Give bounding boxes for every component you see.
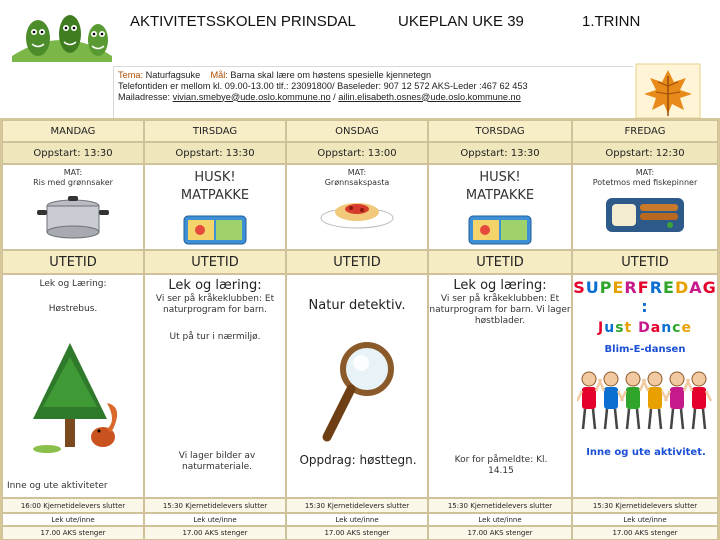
activity-topic: Høstrebus. — [48, 304, 98, 314]
mail-separator: / — [333, 91, 336, 102]
autumn-leaf-image — [634, 62, 702, 120]
play-time-friday: Lek ute/inne — [572, 513, 718, 526]
outdoor-time-monday: UTETID — [2, 250, 144, 274]
day-header-monday: MANDAG — [2, 120, 144, 142]
mail-link-ailin[interactable]: ailin.elisabeth.osnes@ude.oslo.kommune.no — [338, 91, 521, 102]
closing-time-friday: 17.00 AKS stenger — [572, 526, 718, 540]
activity-heading: Lek og læring: — [168, 278, 262, 293]
lunchbox-image — [465, 208, 535, 248]
closing-time-monday: 17.00 AKS stenger — [2, 526, 144, 540]
food-cell-friday — [572, 164, 718, 250]
food-label: MAT: — [347, 168, 367, 177]
activity-cell-wednesday — [286, 274, 428, 498]
goal-value: Barna skal lære om høstens spesielle kjennetegn — [230, 70, 432, 80]
outdoor-time-friday: UTETID — [572, 250, 718, 274]
food-cell-monday — [2, 164, 144, 250]
food-dish: Grønnsakspasta — [324, 178, 390, 187]
mail-line — [118, 92, 629, 103]
food-label: MAT: — [63, 168, 83, 177]
activity-heading: Lek og Læring: — [39, 279, 107, 289]
mail-link-vivian[interactable]: vivian.smebye@ude.oslo.kommune.no — [172, 91, 331, 102]
mail-label: Mailadresse: — [118, 91, 171, 102]
day-header-friday: FREDAG — [572, 120, 718, 142]
day-header-thursday: TORSDAG — [428, 120, 572, 142]
magnifying-glass-image — [319, 337, 399, 447]
cooking-pot-image — [33, 192, 113, 242]
end-time-monday: 16:00 Kjernetidelevers slutter — [2, 498, 144, 513]
closing-time-thursday: 17.00 AKS stenger — [428, 526, 572, 540]
food-dish: Ris med grønnsaker — [33, 178, 113, 187]
closing-time-tuesday: 17.00 AKS stenger — [144, 526, 286, 540]
start-time-tuesday: Oppstart: 13:30 — [144, 142, 286, 164]
goal-label: Mål: — [210, 70, 228, 80]
pasta-plate-image — [317, 192, 397, 232]
info-box — [113, 66, 633, 118]
theme-line — [118, 70, 629, 81]
grade-title: 1.TRINN — [582, 13, 641, 30]
day-header-tuesday: TIRSDAG — [144, 120, 286, 142]
fish-fingers-plate-image — [600, 192, 690, 236]
theme-label: Tema: — [118, 70, 144, 80]
week-schedule-grid — [0, 118, 720, 540]
activity-bottom: Inne og ute aktivitet. — [586, 447, 706, 458]
outdoor-time-thursday: UTETID — [428, 250, 572, 274]
end-time-wednesday: 15:30 Kjernetidelevers slutter — [286, 498, 428, 513]
activity-cell-thursday — [428, 274, 572, 498]
activity-bottom: Kor for påmeldte: Kl. 14.15 — [454, 455, 548, 476]
food-label: MAT: — [635, 168, 655, 177]
outdoor-time-tuesday: UTETID — [144, 250, 286, 274]
play-time-thursday: Lek ute/inne — [428, 513, 572, 526]
week-title: UKEPLAN UKE 39 — [398, 13, 524, 30]
theme-value: Naturfagsuke — [145, 70, 201, 80]
dancing-kids-image — [577, 365, 715, 435]
play-time-wednesday: Lek ute/inne — [286, 513, 428, 526]
activity-heading: Lek og læring: — [453, 278, 547, 293]
end-time-thursday: 15:30 Kjernetidelevers slutter — [428, 498, 572, 513]
just-dance-title: Just Dance — [598, 320, 692, 336]
food-dish: Potetmos med fiskepinner — [592, 178, 698, 187]
outdoor-time-wednesday: UTETID — [286, 250, 428, 274]
activity-topic: Natur detektiv. — [308, 298, 406, 313]
day-header-wednesday: ONSDAG — [286, 120, 428, 142]
lunchbox-image — [180, 208, 250, 248]
activity-description: Vi ser på kråkeklubben: Et naturprogram for barn. Vi lager høstblader. — [429, 294, 571, 326]
activity-bottom: Inne og ute aktiviteter — [7, 481, 108, 491]
lunchbox-label: MATPAKKE — [180, 188, 250, 203]
start-time-monday: Oppstart: 13:30 — [2, 142, 144, 164]
start-time-wednesday: Oppstart: 13:00 — [286, 142, 428, 164]
activity-bottom: Vi lager bilder av naturmateriale. — [178, 451, 256, 472]
activity-cell-friday — [572, 274, 718, 498]
food-cell-wednesday — [286, 164, 428, 250]
school-title: AKTIVITETSSKOLEN PRINSDAL — [130, 13, 356, 30]
food-cell-thursday — [428, 164, 572, 250]
aks-logo-image — [8, 4, 116, 62]
end-time-friday: 15:30 Kjernetidelevers slutter — [572, 498, 718, 513]
play-time-tuesday: Lek ute/inne — [144, 513, 286, 526]
activity-trip: Ut på tur i nærmiljø. — [169, 332, 261, 342]
reminder-label: HUSK! — [479, 170, 521, 185]
activity-cell-tuesday — [144, 274, 286, 498]
food-cell-tuesday — [144, 164, 286, 250]
start-time-friday: Oppstart: 12:30 — [572, 142, 718, 164]
lunchbox-label: MATPAKKE — [465, 188, 535, 203]
reminder-label: HUSK! — [194, 170, 236, 185]
tree-squirrel-image — [27, 337, 123, 457]
start-time-thursday: Oppstart: 13:30 — [428, 142, 572, 164]
end-time-tuesday: 15:30 Kjernetidelevers slutter — [144, 498, 286, 513]
activity-description: Vi ser på kråkeklubben: Et naturprogram for barn. — [155, 294, 275, 315]
play-time-monday: Lek ute/inne — [2, 513, 144, 526]
activity-bottom: Oppdrag: høsttegn. — [299, 453, 417, 467]
superfredag-title: SUPERFREDAG: — [573, 278, 717, 316]
blim-dance-label: Blim-E-dansen — [604, 344, 686, 355]
closing-time-wednesday: 17.00 AKS stenger — [286, 526, 428, 540]
phone-line: Telefontiden er mellom kl. 09.00-13.00 tlf.: 23091800/ Baseleder: 907 12 572 AKS-Leder :467 62 453 — [118, 80, 528, 91]
activity-cell-monday — [2, 274, 144, 498]
